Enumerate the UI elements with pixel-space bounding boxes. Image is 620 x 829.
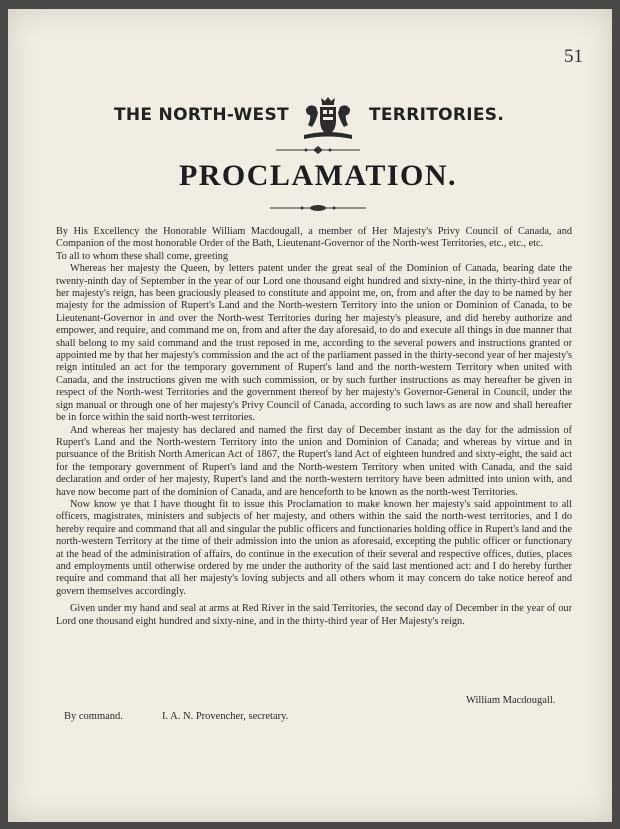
ornament-title-divider: [270, 204, 366, 212]
coat-of-arms-icon: [298, 95, 358, 141]
signature-name: William Macdougall.: [466, 695, 556, 706]
whereas-admission-paragraph: And whereas her majesty has declared and named the first day of December instant as the day for the admission of Rupert's Land and the North-western Territory into the union and Dominion of Canada; and whereas by virtue and in pursuance of the British North American Act of 1867, the Rupert's land Act of eighteen hundred and sixty-eight, the said act for the temporary government of Rupert's land and the North-western Territory when united with Canada, and the said declaration and order of her majesty, Rupert's land and the north-western territory have been admitted into union with, and have now become part of the dominion of Canada, and are henceforth to be known as the north-west Territories.: [56, 424, 572, 498]
preamble-paragraph: By His Excellency the Honorable William Macdougall, a member of Her Majesty's Privy Council of Canada, and Companion of the most honorable Order of the Bath, Lieutenant-Governor of the North-west Territories, etc., etc., etc.: [56, 226, 572, 250]
given-under-paragraph: Given under my hand and seal at arms at Red River in the said Territories, the second day of December in the year of our Lord one thousand eight hundred and sixty-nine, and in the thirty-third year of Her Majesty's reign.: [56, 603, 572, 627]
by-command-label: By command.: [64, 711, 123, 722]
heading-left: THE NORTH-WEST: [114, 105, 289, 125]
now-know-ye-paragraph: Now know ye that I have thought fit to issue this Proclamation to make known her majesty's said appointment to all officers, magistrates, ministers and subjects of her majesty, and others within the said the north-west territories, and I do hereby require and command that all and singular the public officers and functionaries holding office in Rupert's land and the north-western Territory at the time of their admission into the union as aforesaid, excepting the public officer or functionary at the head of the administration of affairs, do continue in the execution of their several and respective offices, duties, places and employments until otherwise ordered by me under the authority of the said last mentioned act: and I do hereby further require and command that all her majesty's loving subjects and all others whom it may concern do take notice hereof and govern themselves accordingly.: [56, 498, 572, 597]
heading-right: TERRITORIES.: [369, 105, 505, 125]
page-number: 51: [564, 46, 583, 67]
proclamation-title: PROCLAMATION.: [178, 159, 458, 192]
proclamation-body: [56, 226, 572, 628]
greeting-line: To all to whom these shall come, greeting: [56, 250, 228, 262]
secretary-signature: I. A. N. Provencher, secretary.: [162, 711, 289, 722]
proclamation-sheet: [8, 9, 612, 822]
ornament-top-divider: [276, 146, 360, 154]
whereas-appointment-paragraph: Whereas her majesty the Queen, by letters patent under the great seal of the Dominion of Canada, bearing date the twenty-ninth day of September in the year of our Lord one thousand eight hundred and sixty-nine, in the thirty-third year of her majesty's reign, has been graciously pleased to constitute and appoint me, on, from and after the day to be named by her majesty for the admission of Rupert's Land and the North-western Territory into the union or Dominion of Canada, to be Lieutenant-Governor in and over the North-west Territories during her majesty's pleasure, and did hereby authorize and empower, and require, and command me on, from and after the day aforesaid, to do and execute all things in due manner that shall belong to my said command and the trust reposed in me, according to the several powers and instructions granted or appointed me by that her majesty's commission and the act of the parliament passed in the thirty-second year of her majesty's reign intituled an act for the temporary government of Rupert's land and the north-western Territory when united with Canada, and the instructions given me with such commission, or by such further instructions as may hereafter be given in respect of the North-west Territories and the government thereof by her majesty's Governor-General in Council, under the sign manual or through one of her majesty's Privy Council of Canada, according to such laws as are now and shall hereafter be in force within the said north-west territories.: [56, 263, 572, 424]
